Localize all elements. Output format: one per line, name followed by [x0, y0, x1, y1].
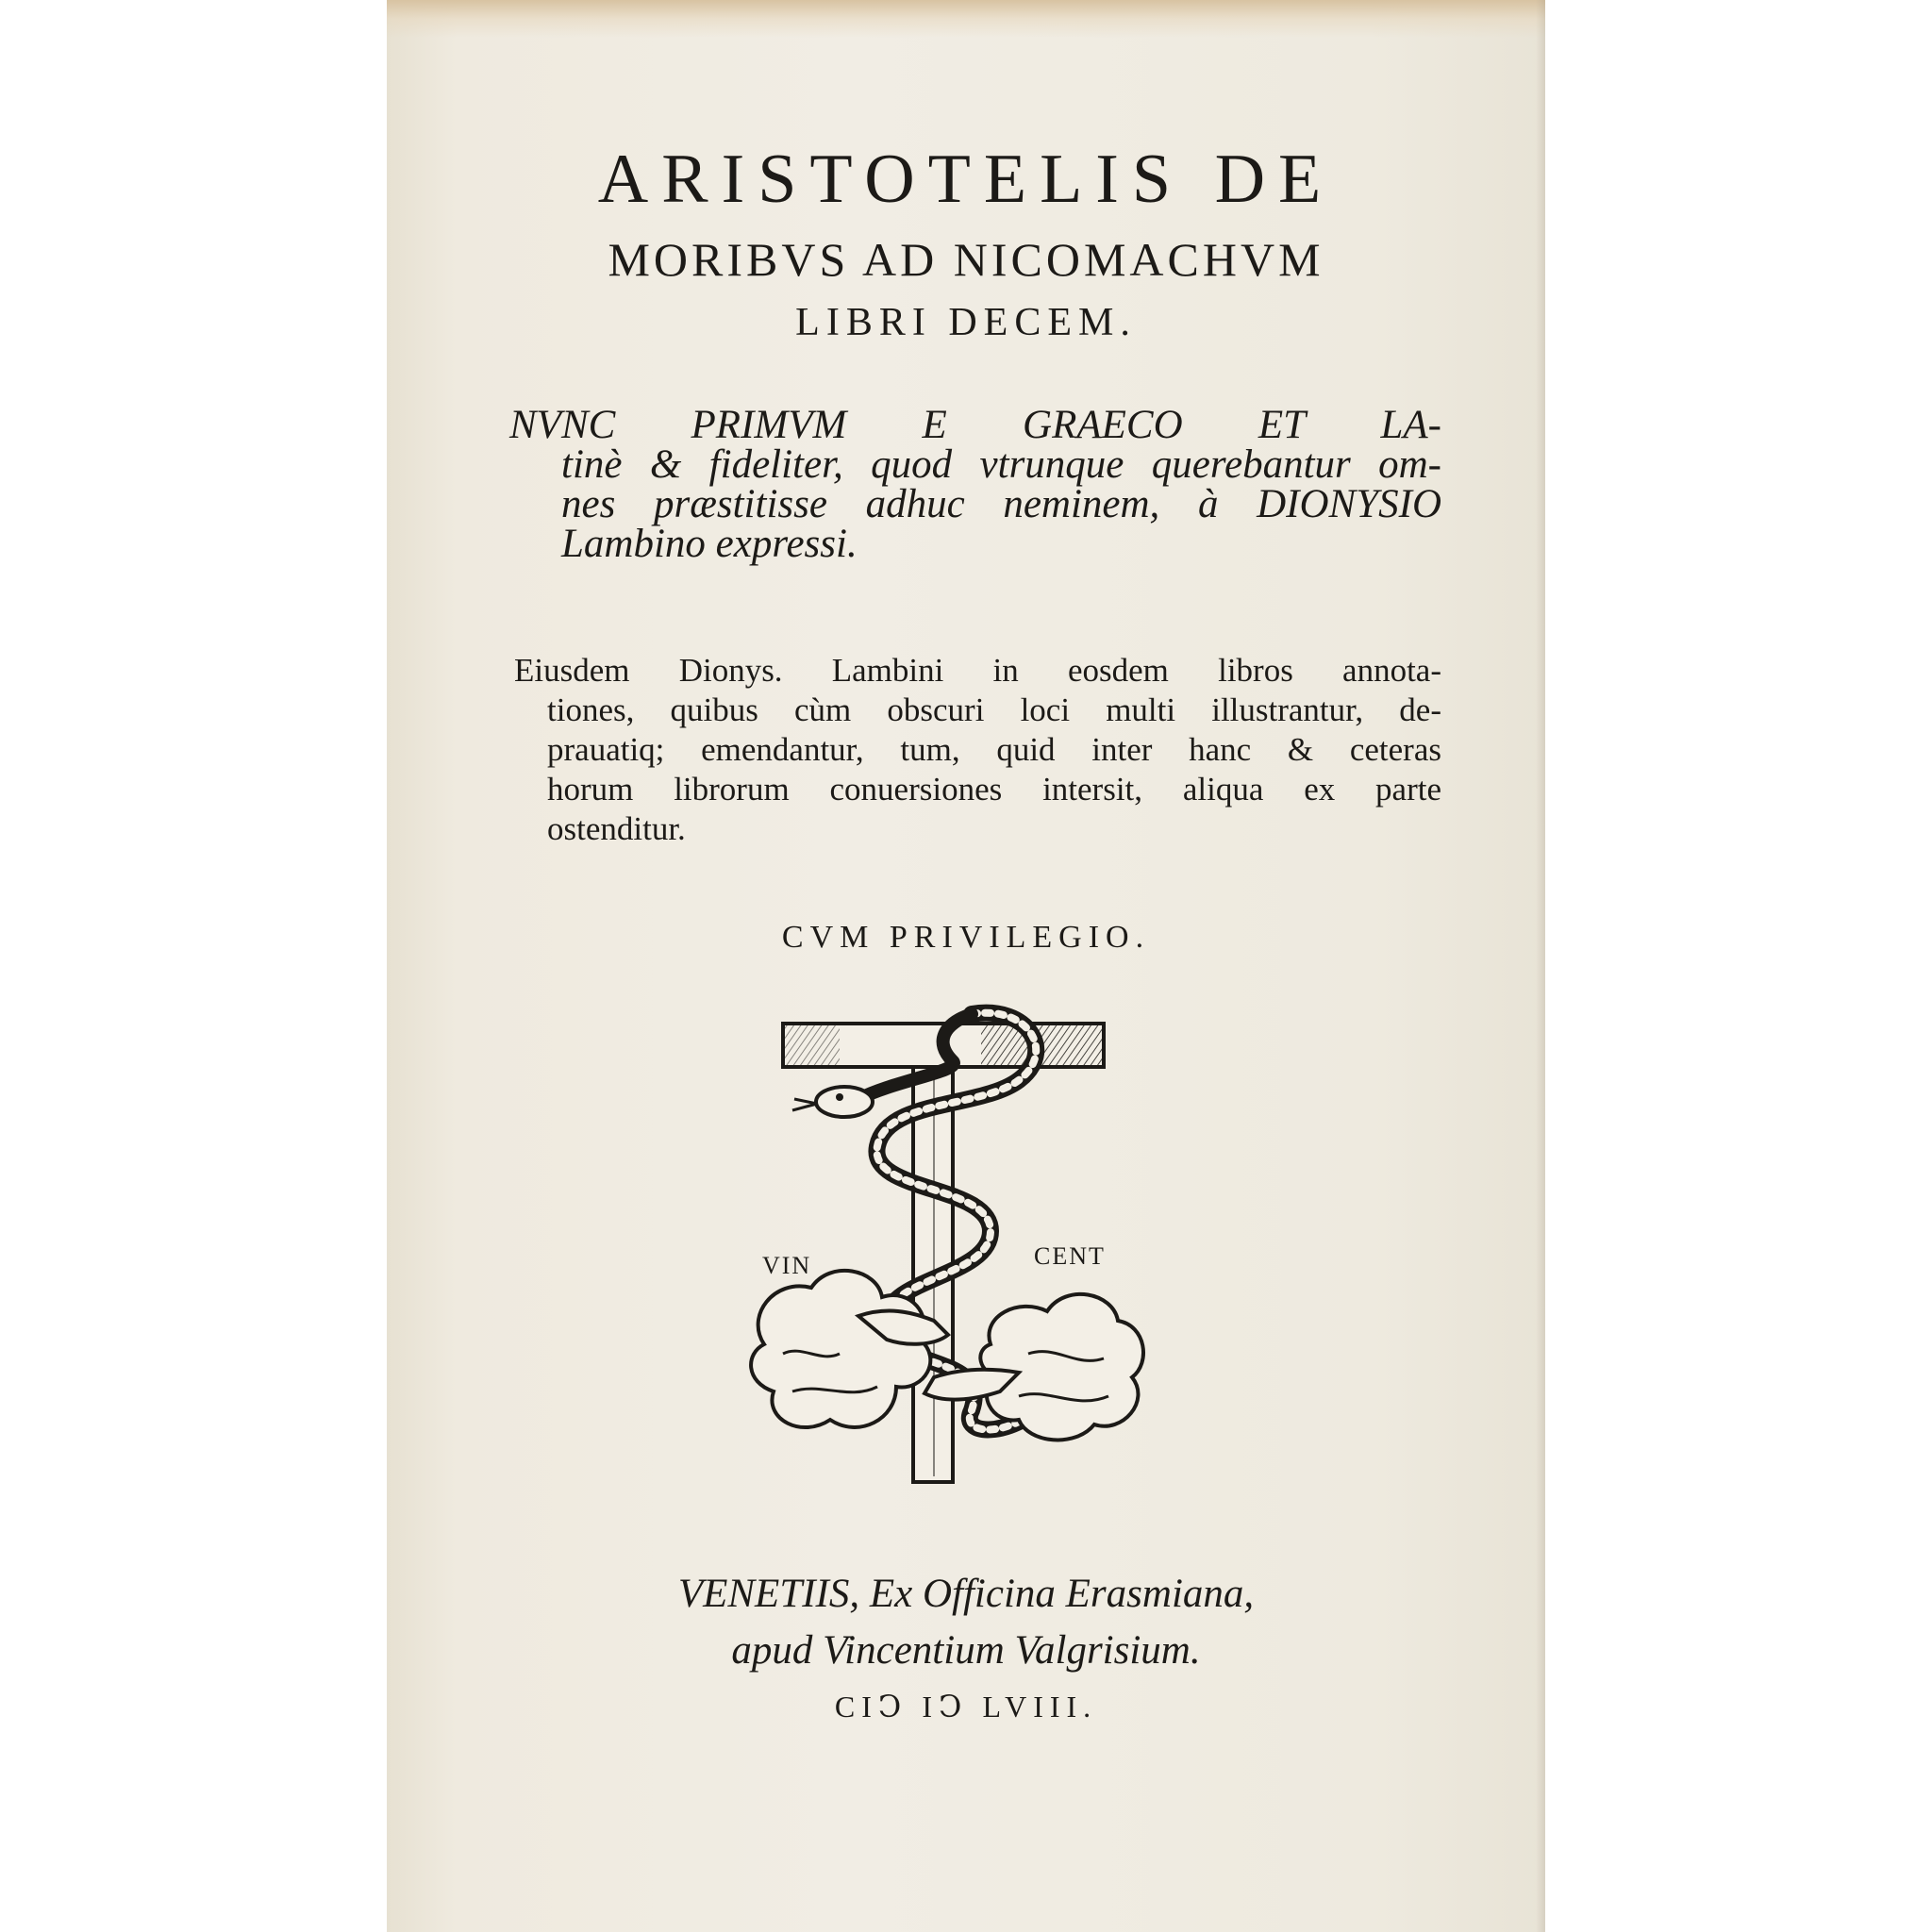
subtitle-line-3: nes præstitisse adhuc neminem, à DIONYSIO — [561, 482, 1441, 526]
annotations-line-1: Eiusdem Dionys. Lambini in eosdem libros annota- — [514, 652, 1441, 689]
imprint-line-1: VENETIIS, Ex Officina Erasmiana, — [677, 1572, 1255, 1616]
imprint-year: CIↃ IↃ LVIII. — [834, 1690, 1098, 1724]
device-text-cent: CENT — [1034, 1242, 1106, 1270]
device-text-vin: VIN — [762, 1252, 812, 1279]
imprint-line-2: apud Vincentium Valgrisium. — [731, 1628, 1201, 1673]
printers-device — [745, 995, 1160, 1505]
subtitle-line-1: NVNC PRIMVM E GRAECO ET LA- — [509, 403, 1441, 447]
subtitle-paragraph — [387, 403, 1545, 566]
title-line-2: MORIBVS AD NICOMACHVM — [608, 233, 1324, 286]
title-page — [387, 0, 1545, 1932]
annotations-line-2: tiones, quibus cùm obscuri loci multi illustrantur, de- — [547, 691, 1441, 728]
subtitle-line-2: tinè & fideliter, quod vtrunque querebantur om- — [561, 442, 1441, 487]
title-line-3: LIBRI DECEM. — [795, 301, 1137, 344]
annotations-line-5: ostenditur. — [547, 810, 686, 847]
subtitle-line-4: Lambino expressi. — [561, 522, 858, 566]
title-line-1: ARISTOTELIS DE — [597, 141, 1335, 218]
annotations-paragraph — [387, 651, 1545, 849]
annotations-line-3: prauatiq; emendantur, tum, quid inter hanc & ceteras — [547, 731, 1441, 768]
annotations-line-4: horum librorum conuersiones intersit, aliqua ex parte — [547, 771, 1441, 808]
privilege-line: CVM PRIVILEGIO. — [781, 920, 1151, 955]
